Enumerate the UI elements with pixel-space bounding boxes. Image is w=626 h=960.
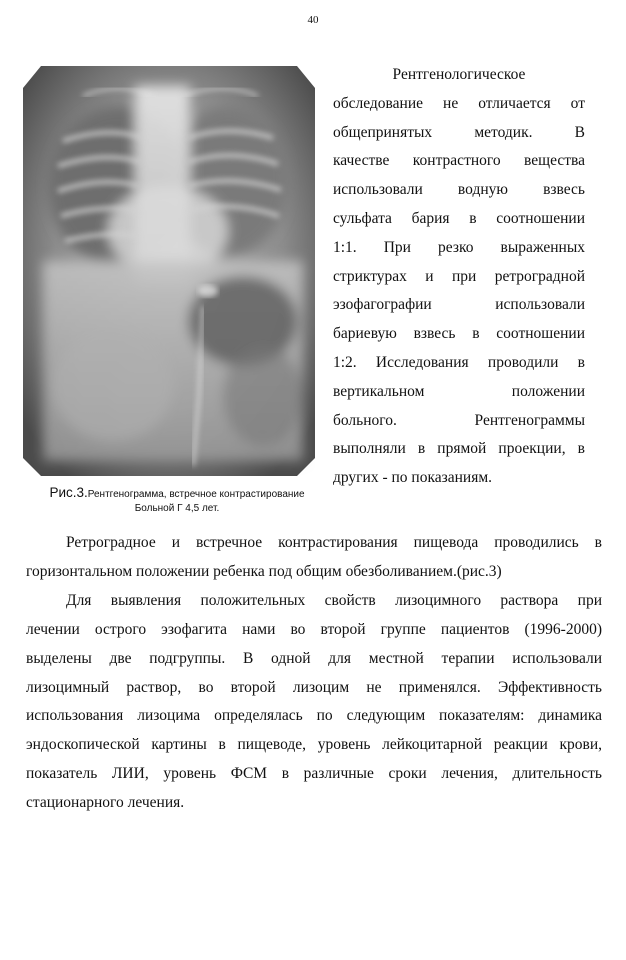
side-line: эзофагографии использовали xyxy=(333,296,585,314)
side-line: сульфата бария в соотношении xyxy=(333,209,585,227)
side-line: больного. Рентгенограммы xyxy=(333,411,585,429)
side-line: качестве контрастного вещества xyxy=(333,152,585,170)
side-line: вертикальном положении xyxy=(333,382,585,400)
paragraph-1 xyxy=(26,529,602,587)
paragraph-line: эндоскопической картины в пищеводе, уровень лейкоцитарной реакции крови, xyxy=(26,736,602,754)
paragraph-line: выделены две подгруппы. В одной для местной терапии использовали xyxy=(26,649,602,667)
paragraph-line: лечении острого эзофагита нами во второй группе пациентов (1996-2000) xyxy=(26,620,602,638)
page-number: 40 xyxy=(307,14,319,26)
side-paragraph xyxy=(333,61,585,493)
caption-lead: Рис.3. xyxy=(49,485,88,500)
paragraph-2 xyxy=(26,587,602,818)
paragraph-line: Для выявления положительных свойств лизоцимного раствора при xyxy=(66,591,602,609)
side-line: выполняли в прямой проекции, в xyxy=(333,440,585,458)
figure-xray xyxy=(23,66,315,476)
paragraph-line: показатель ЛИИ, уровень ФСМ в различные сроки лечения, длительность xyxy=(26,765,602,783)
xray-image xyxy=(23,66,315,476)
side-line: бариевую взвесь в соотношении xyxy=(333,325,585,343)
side-line: других - по показаниям. xyxy=(333,469,493,487)
caption-patient: Больной Г 4,5 лет. xyxy=(134,503,220,514)
side-line: общепринятых методик. В xyxy=(333,123,585,141)
paragraph-line: использования лизоцима определялась по следующим показателям: динамика xyxy=(26,707,602,725)
side-line: обследование не отличается от xyxy=(333,94,585,112)
side-line: Рентгенологическое xyxy=(392,66,526,83)
caption-text: Рентгенограмма, встречное контрастирование xyxy=(87,489,305,500)
side-line: использовали водную взвесь xyxy=(333,181,585,199)
paragraph-line: Ретроградное и встречное контрастирования пищевода проводились в xyxy=(66,534,602,551)
paragraph-line: стационарного лечения. xyxy=(26,794,185,812)
paragraph-line: горизонтальном положении ребенка под общим обезболиванием.(рис.3) xyxy=(26,562,502,580)
paragraph-line: лизоцимный раствор, во второй лизоцим не применялся. Эффективность xyxy=(26,678,602,696)
side-line: 1:2. Исследования проводили в xyxy=(333,353,585,371)
main-text xyxy=(26,529,602,818)
figure-caption xyxy=(32,486,322,516)
side-line: 1:1. При резко выраженных xyxy=(333,238,585,256)
side-line: стриктурах и при ретроградной xyxy=(333,267,585,285)
